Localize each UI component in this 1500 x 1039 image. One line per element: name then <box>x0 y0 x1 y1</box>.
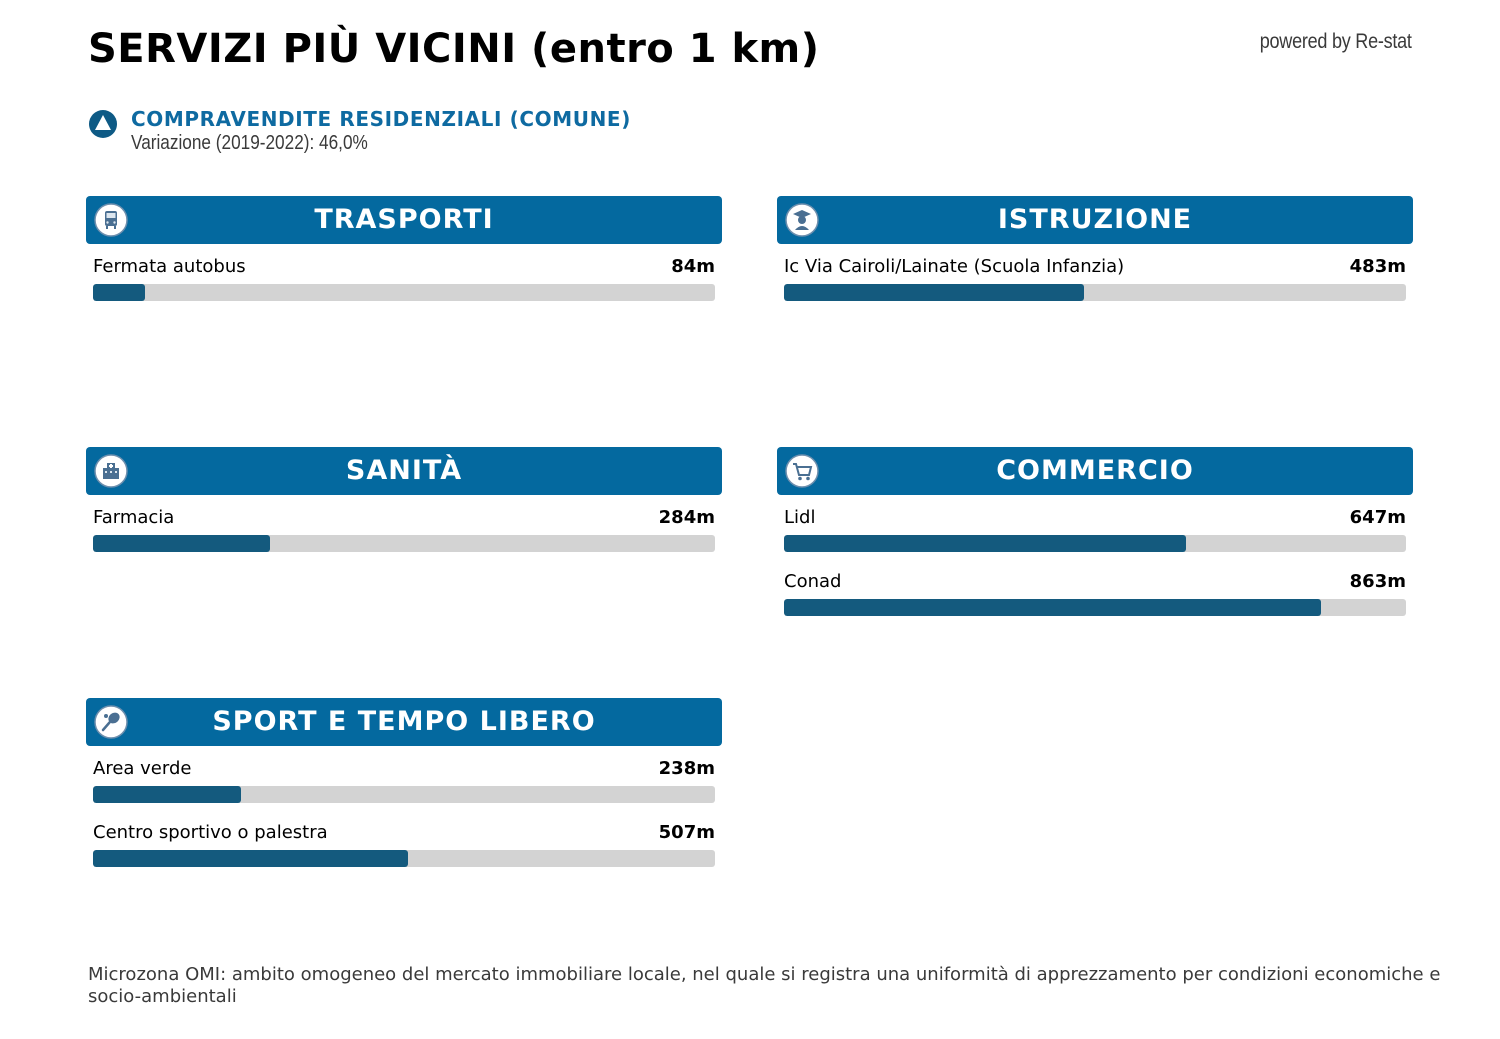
service-distance: 647m <box>1349 507 1406 528</box>
service-distance: 507m <box>658 822 715 843</box>
section-sport <box>86 698 722 874</box>
section-title: SPORT E TEMPO LIBERO <box>212 706 596 737</box>
distance-bar-track <box>93 786 715 803</box>
service-name: Lidl <box>784 507 816 528</box>
section-sanita <box>86 447 722 559</box>
service-distance: 238m <box>658 758 715 779</box>
distance-bar <box>93 284 145 301</box>
distance-bar-track <box>784 599 1406 616</box>
service-distance: 863m <box>1349 571 1406 592</box>
distance-bar <box>784 284 1084 301</box>
service-item <box>777 495 1413 559</box>
distance-bar <box>784 535 1186 552</box>
distance-bar-track <box>93 535 715 552</box>
service-name: Centro sportivo o palestra <box>93 822 328 843</box>
section-commercio <box>777 447 1413 623</box>
service-distance: 84m <box>671 256 715 277</box>
kpi-title: COMPRAVENDITE RESIDENZIALI (COMUNE) <box>131 107 631 131</box>
service-name: Ic Via Cairoli/Lainate (Scuola Infanzia) <box>784 256 1125 277</box>
service-item <box>777 559 1413 623</box>
service-item <box>86 746 722 810</box>
triangle-up-icon <box>88 109 118 139</box>
distance-bar-track <box>93 850 715 867</box>
section-header <box>86 447 722 495</box>
distance-bar-track <box>93 284 715 301</box>
section-header <box>777 447 1413 495</box>
powered-by-label: powered by Re-stat <box>1260 30 1412 53</box>
section-title: COMMERCIO <box>996 455 1194 486</box>
section-header <box>86 698 722 746</box>
kpi-subtitle: Variazione (2019-2022): 46,0% <box>131 132 368 154</box>
section-title: TRASPORTI <box>314 204 494 235</box>
distance-bar-track <box>784 284 1406 301</box>
service-name: Farmacia <box>93 507 175 528</box>
section-trasporti <box>86 196 722 308</box>
service-item <box>86 244 722 308</box>
service-distance: 284m <box>658 507 715 528</box>
service-name: Area verde <box>93 758 192 779</box>
page-title: SERVIZI PIÙ VICINI (entro 1 km) <box>88 26 820 72</box>
service-distance: 483m <box>1349 256 1406 277</box>
distance-bar <box>93 786 241 803</box>
distance-bar-track <box>784 535 1406 552</box>
service-name: Fermata autobus <box>93 256 246 277</box>
distance-bar <box>784 599 1321 616</box>
service-item <box>86 495 722 559</box>
section-istruzione <box>777 196 1413 308</box>
footnote: Microzona OMI: ambito omogeneo del mercato immobiliare locale, nel quale si registra una uniformità di apprezzamento per condizioni economiche e socio-ambientali <box>88 964 1441 1007</box>
section-header <box>86 196 722 244</box>
section-title: ISTRUZIONE <box>997 204 1193 235</box>
service-item <box>777 244 1413 308</box>
service-name: Conad <box>784 571 842 592</box>
section-header <box>777 196 1413 244</box>
service-item <box>86 810 722 874</box>
section-title: SANITÀ <box>345 455 463 486</box>
distance-bar <box>93 850 408 867</box>
distance-bar <box>93 535 270 552</box>
